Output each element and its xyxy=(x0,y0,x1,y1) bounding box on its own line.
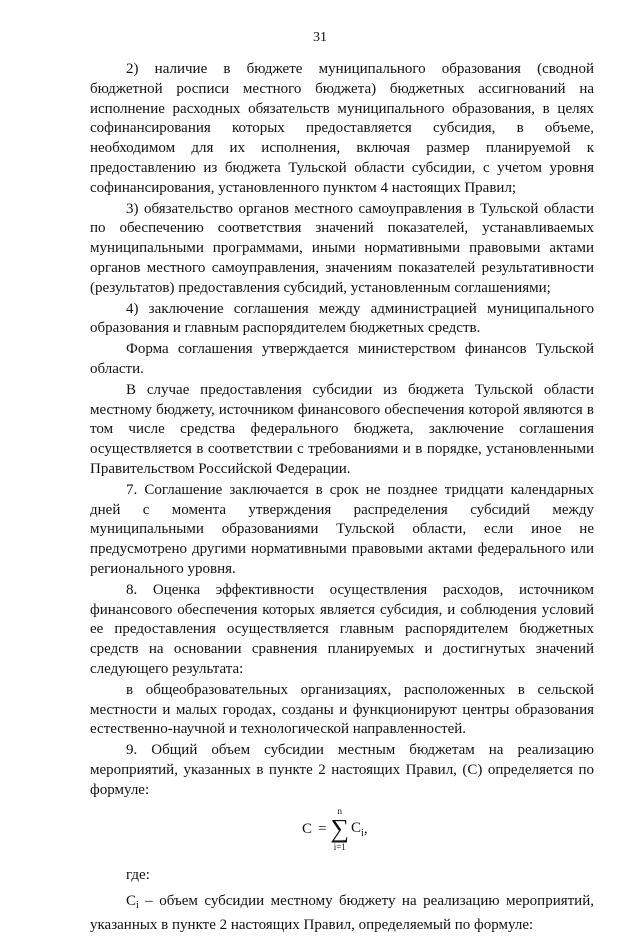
paragraph-clause-9: 9. Общий объем субсидии местным бюджетам на реализацию мероприятий, указанных в пункте 2 настоящих Правил, (С) определяется по формуле: xyxy=(90,742,594,798)
paragraph-item-2: 2) наличие в бюджете муниципального образования (сводной бюджетной росписи местного бюджета) бюджетных ассигнований на исполнение расходных обязательств муниципального образования, в целях софинансирования которых предоставляется субсидия, в объеме, необходимом для их исполнения, включая размер планируемой к предоставлению из бюджета Тульской области субсидии, с учетом уровня софинансирования, установленного пунктом 4 настоящих Правил; xyxy=(90,61,594,196)
definition-text: – объем субсидии местному бюджету на реализацию мероприятий, указанных в пункте 2 настоящих Правил, определяемый по формуле: xyxy=(90,893,594,934)
paragraph-item-3: 3) обязательство органов местного самоуправления в Тульской области по обеспечению соответствия значений показателей, устанавливаемых муниципальными программами, иными нормативными правовыми актами органов местного самоуправления, значениям показателей результативности (результатов) предоставления субсидий, установленным соглашениями; xyxy=(90,200,594,296)
formula-tail: , xyxy=(363,820,368,837)
formula-lhs: С xyxy=(302,820,313,837)
paragraph-clause-8: 8. Оценка эффективности осуществления расходов, источником финансового обеспечения которых является субсидия, и соблюдения условий ее предоставления осуществляется главным распорядителем бюджетных средств на основании сравнения планируемых и достигнутых значений следующего результата: xyxy=(90,581,594,677)
formula-term xyxy=(351,820,364,839)
document-body xyxy=(90,60,594,937)
sum-formula xyxy=(90,802,594,862)
definition-symbol: С xyxy=(126,893,137,910)
where-label: где: xyxy=(126,867,150,884)
definition-ci xyxy=(90,892,594,936)
paragraph-agreement-form: Форма соглашения утверждается министерством финансов Тульской области. xyxy=(90,341,594,377)
formula-term-symbol: С xyxy=(351,819,362,836)
paragraph-clause-7: 7. Соглашение заключается в срок не позднее тридцати календарных дней с момента утверждения распределения субсидий между муниципальными образованиями Тульской области, если иное не предусмотрено другими нормативными правовыми актами федерального или регионального уровня. xyxy=(90,481,594,577)
formula-term-subscript: i xyxy=(361,827,364,839)
paragraph-federal-case: В случае предоставления субсидии из бюджета Тульской области местному бюджету, источником финансового обеспечения которой являются в том числе средства федерального бюджета, заключение соглашения осуществляется в соответствии с требованиями и в порядке, установленными Правительством Российской Федерации. xyxy=(90,381,594,477)
paragraph-item-4: 4) заключение соглашения между администрацией муниципального образования и главным распорядителем бюджетных средств. xyxy=(90,300,594,337)
paragraph-result: в общеобразовательных организациях, расположенных в сельской местности и малых городах, созданы и функционируют центры образования естественно-научной и технологической направленностей. xyxy=(90,681,594,738)
sum-upper-limit: n xyxy=(337,806,342,817)
sum-lower-limit: i=1 xyxy=(333,842,346,853)
definition-subscript: i xyxy=(136,900,139,912)
sigma-symbol: ∑ xyxy=(330,814,350,844)
summation xyxy=(330,806,349,852)
page-number: 31 xyxy=(313,30,327,45)
formula-equals: = xyxy=(318,820,327,837)
